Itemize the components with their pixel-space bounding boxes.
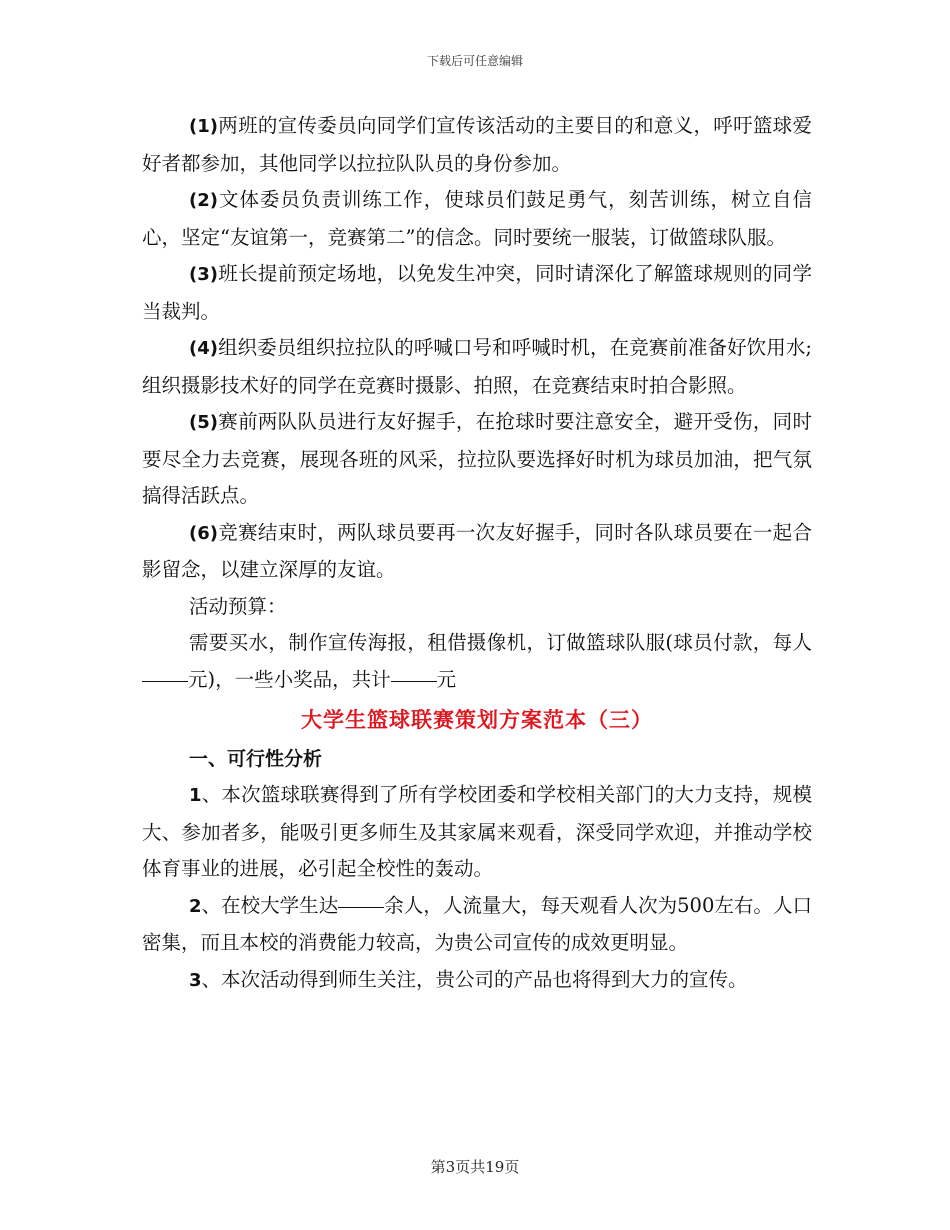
item-text: 、本次篮球联赛得到了所有学校团委和学校相关部门的大力支持，规模大、参加者多，能吸引更多师生及其家属来观看，深受同学欢迎，并推动学校体育事业的进展，必引起全校性的轰动。 [142,783,812,880]
item-text: 组织委员组织拉拉队的呼喊口号和呼喊时机，在竞赛前准备好饮用水;组织摄影技术好的同学在竞赛时摄影、拍照，在竞赛结束时拍合影照。 [142,336,812,397]
page-footer [0,1156,950,1177]
total-page-count: 19 [485,1158,505,1176]
document-body [142,108,812,999]
budget-text-part: 元)，一些小奖品，共计 [188,667,391,691]
item-text: 左右。人口密集，而且本校的消费能力较高，为贵公司宣传的成效更明显。 [142,893,812,954]
item-number: (1) [189,116,218,137]
analysis-item [142,888,812,962]
item-text: 竞赛结束时，两队球员要再一次友好握手，同时各队球员要在一起合影留念，以建立深厚的友谊。 [142,520,812,581]
item-text: 文体委员负责训练工作，使球员们鼓足勇气，刻苦训练，树立自信心，坚定“友谊第一，竞赛第二”的信念。同时要统一服装，订做篮球队服。 [142,188,812,249]
item-text: 两班的宣传委员向同学们宣传该活动的主要目的和意义，呼吁篮球爱好者都参加，其他同学以拉拉队队员的身份参加。 [142,114,812,175]
current-page-number: 3 [445,1158,456,1176]
item-text: 班长提前预定场地，以免发生冲突，同时请深化了解篮球规则的同学当裁判。 [142,262,812,323]
fill-blank [338,907,384,908]
list-item [142,515,812,589]
page-header: 下载后可任意编辑 [426,54,523,68]
section-title: 大学生篮球联赛策划方案范本（三） [301,708,653,732]
list-item [142,256,812,330]
item-number: 1 [189,785,202,806]
visitor-count: 500 [677,893,715,917]
analysis-item [142,777,812,888]
page-number-prefix: 第 [430,1158,446,1176]
budget-text-part: 元 [436,667,457,691]
budget-text [142,625,812,698]
fill-blank [142,681,188,682]
item-text: 赛前两队队员进行友好握手，在抢球时要注意安全，避开受伤，同时要尽全力去竞赛，展现各班的风采，拉拉队要选择好时机为球员加油，把气氛搞得活跃点。 [142,410,812,507]
budget-text-part: 需要买水，制作宣传海报，租借摄像机，订做篮球队服(球员付款，每人 [189,631,812,654]
analysis-item [142,962,812,1000]
list-item [142,182,812,256]
item-text: 、在校大学生达 [201,893,339,917]
item-text: 余人，人流量大，每天观看人次为 [384,893,678,917]
item-number: (3) [189,264,218,285]
list-item [142,404,812,515]
item-number: (4) [189,338,218,359]
item-number: 2 [189,895,202,917]
list-item [142,108,812,182]
item-number: (5) [189,412,218,433]
section-heading: 一、可行性分析 [189,747,323,770]
item-number: (2) [189,190,218,211]
fill-blank [391,681,437,682]
page-number-separator: 页共 [455,1158,486,1176]
list-item [142,330,812,404]
item-number: (6) [189,522,218,544]
item-number: 3 [189,969,202,991]
page-number-suffix: 页 [504,1158,520,1176]
budget-label: 活动预算： [189,594,287,618]
item-text: 、本次活动得到师生关注，贵公司的产品也将得到大力的宣传。 [201,967,748,991]
